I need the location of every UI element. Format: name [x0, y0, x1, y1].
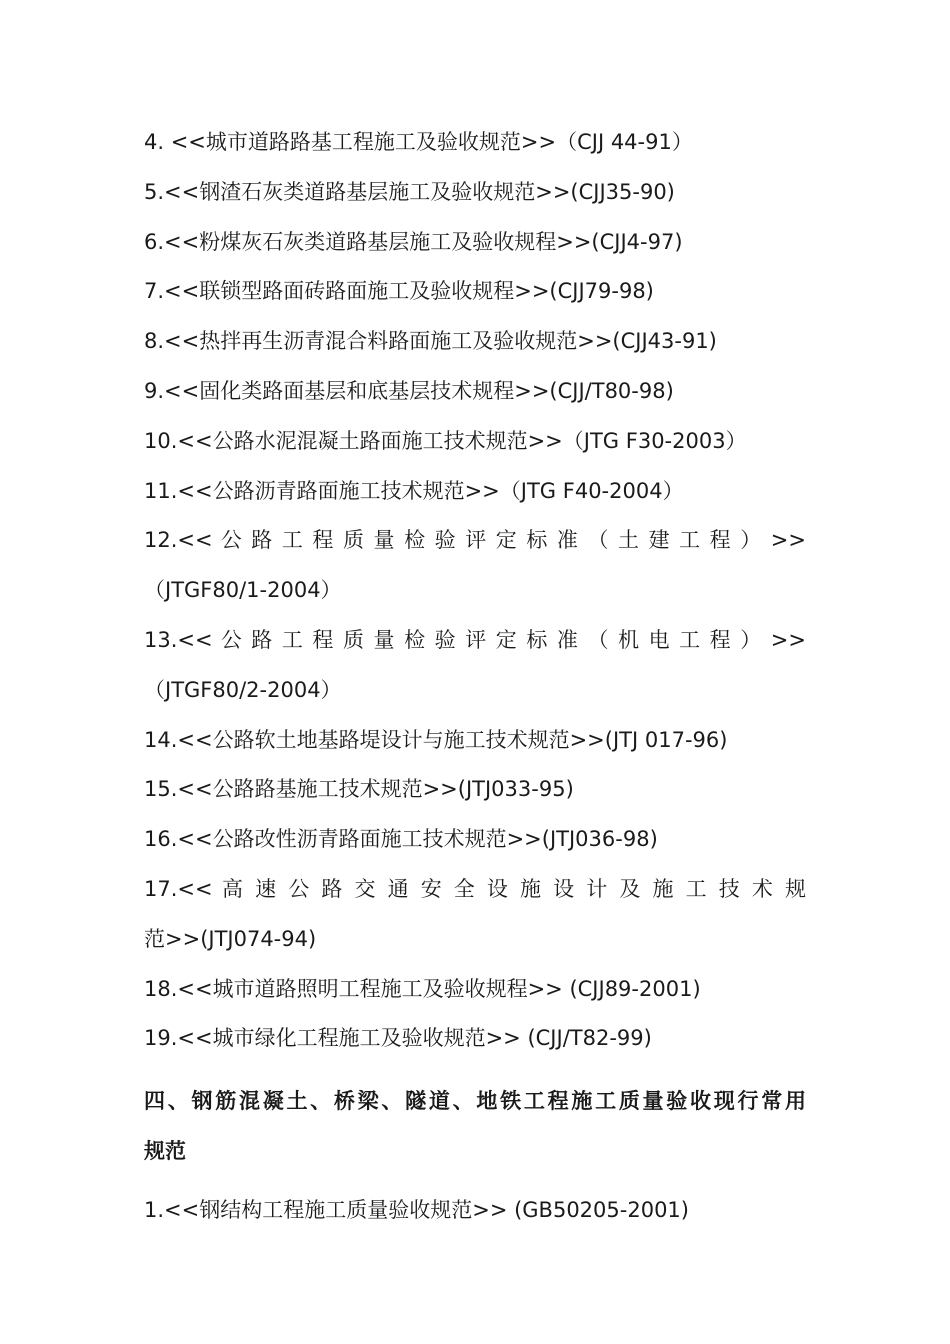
list-item: 17.<< 高 速 公 路 交 通 安 全 设 施 设 计 及 施 工 技 术 规 [144, 876, 806, 901]
list-item: 19.<<城市绿化工程施工及验收规范>> (CJJ/T82-99) [144, 1026, 652, 1051]
list-item: 9.<<固化类路面基层和底基层技术规程>>(CJJ/T80-98) [144, 378, 674, 403]
list-item: 6.<<粉煤灰石灰类道路基层施工及验收规程>>(CJJ4-97) [144, 229, 683, 254]
list-item: 5.<<钢渣石灰类道路基层施工及验收规范>>(CJJ35-90) [144, 179, 675, 204]
list-item-continuation: 范>>(JTJ074-94) [144, 926, 317, 951]
list-item: 16.<<公路改性沥青路面施工技术规范>>(JTJ036-98) [144, 827, 658, 852]
list-item-continuation: （JTGF80/2-2004） [144, 677, 342, 702]
section-heading-line: 四、钢筋混凝土、桥梁、隧道、地铁工程施工质量验收现行常用 [144, 1089, 806, 1114]
list-item: 10.<<公路水泥混凝土路面施工技术规范>>（JTG F30-2003） [144, 428, 747, 453]
list-item: 7.<<联锁型路面砖路面施工及验收规程>>(CJJ79-98) [144, 279, 654, 304]
list-item: 1.<<钢结构工程施工质量验收规范>> (GB50205-2001) [144, 1198, 689, 1223]
list-item: 8.<<热拌再生沥青混合料路面施工及验收规范>>(CJJ43-91) [144, 329, 717, 354]
list-item: 4. <<城市道路路基工程施工及验收规范>>（CJJ 44-91） [144, 130, 693, 154]
list-item: 15.<<公路路基施工技术规范>>(JTJ033-95) [144, 777, 574, 802]
list-item-continuation: （JTGF80/1-2004） [144, 578, 342, 603]
list-item: 14.<<公路软土地基路堤设计与施工技术规范>>(JTJ 017-96) [144, 727, 728, 752]
document-page [144, 118, 806, 1236]
list-item: 12.<< 公 路 工 程 质 量 检 验 评 定 标 准 （ 土 建 工 程 ） >> [144, 528, 806, 553]
list-item: 18.<<城市道路照明工程施工及验收规程>> (CJJ89-2001) [144, 976, 701, 1001]
section-heading-line: 规范 [144, 1139, 186, 1164]
list-item: 11.<<公路沥青路面施工技术规范>>（JTG F40-2004） [144, 478, 684, 503]
section-heading [144, 1076, 806, 1176]
list-item: 13.<< 公 路 工 程 质 量 检 验 评 定 标 准 （ 机 电 工 程 ） >> [144, 627, 806, 652]
